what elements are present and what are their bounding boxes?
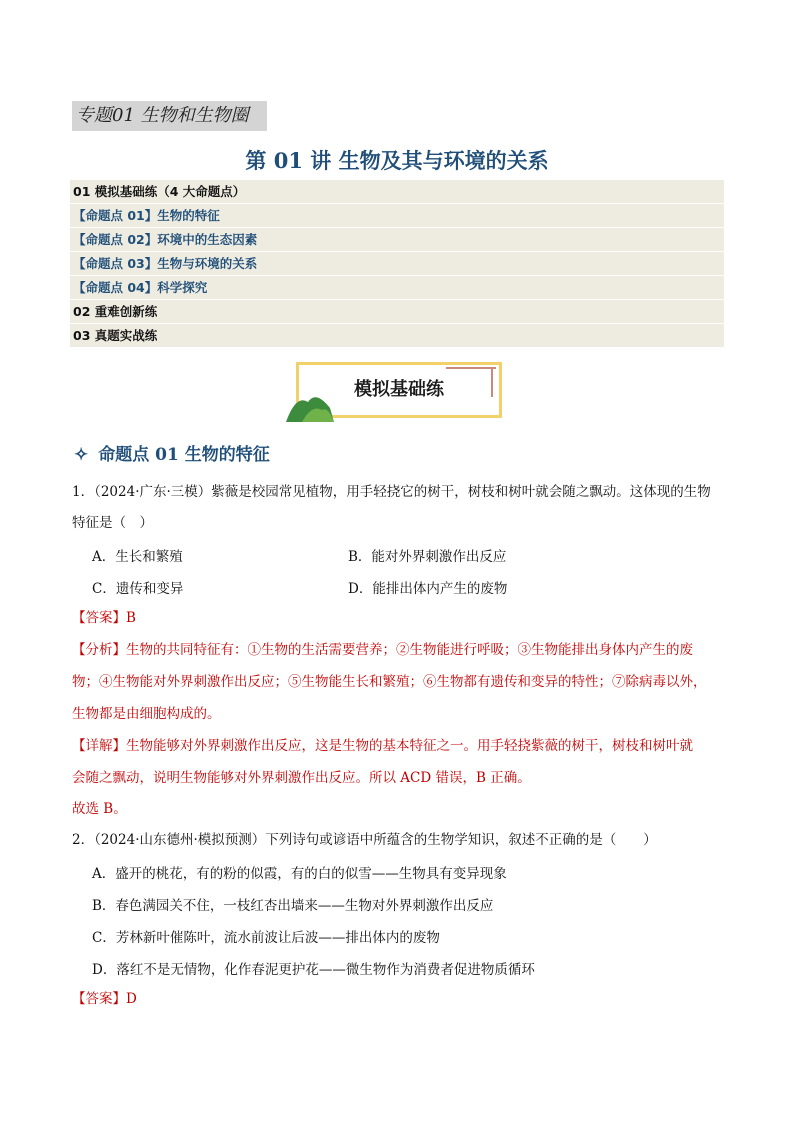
answer-label: 【答案】: [72, 991, 126, 1007]
q1-analysis-line1: [72, 640, 693, 660]
answer-label: 【答案】: [72, 610, 126, 626]
toc-item[interactable]: 03 真题实战练: [70, 324, 724, 347]
sparkle-icon: ✧: [74, 445, 89, 465]
q1-option-a: A．生长和繁殖: [92, 549, 183, 565]
q2-option-b: B．春色满园关不住，一枝红杏出墙来——生物对外界刺激作出反应: [92, 898, 494, 914]
q1-answer: [72, 608, 136, 628]
section-banner: [286, 360, 506, 422]
q1-analysis-line2: 物；④生物能对外界刺激作出反应；⑤生物能生长和繁殖；⑥生物都有遗传和变异的特性；⑦除病毒以外，: [72, 674, 707, 690]
q1-conclusion: 故选 B。: [72, 801, 127, 817]
answer-value: B: [126, 610, 136, 626]
toc-item[interactable]: 02 重难创新练: [70, 300, 724, 323]
section-title: 命题点 01 生物的特征: [98, 445, 270, 465]
topic-label: 专题01 生物和生物圈: [72, 101, 267, 131]
toc-item[interactable]: 【命题点 02】环境中的生态因素: [70, 228, 724, 251]
q1-stem-line2: 特征是（ ）: [72, 515, 153, 531]
q1-analysis-line3: 生物都是由细胞构成的。: [72, 706, 221, 722]
detail-text: 生物能够对外界刺激作出反应，这是生物的基本特征之一。用手轻挠紫薇的树干，树枝和树叶就: [126, 738, 693, 754]
toc-item[interactable]: 【命题点 03】生物与环境的关系: [70, 252, 724, 275]
toc-item[interactable]: 【命题点 01】生物的特征: [70, 204, 724, 227]
banner-label: 模拟基础练: [354, 379, 444, 400]
toc-item[interactable]: 01 模拟基础练（4 大命题点）: [70, 180, 724, 203]
q2-option-a: A．盛开的桃花，有的粉的似霞，有的白的似雪——生物具有变异现象: [92, 866, 507, 882]
q1-option-c: C．遗传和变异: [92, 581, 184, 597]
q2-stem: 2．（2024·山东德州·模拟预测）下列诗句或谚语中所蕴含的生物学知识，叙述不正确的是（ ）: [72, 832, 657, 848]
lecture-title: 第 01 讲 生物及其与环境的关系: [245, 148, 549, 173]
detail-label: 【详解】: [72, 738, 126, 754]
q2-option-d: D．落红不是无情物，化作春泥更护花——微生物作为消费者促进物质循环: [92, 962, 535, 978]
section-heading: [74, 440, 270, 465]
q2-answer: [72, 989, 137, 1009]
q1-detail-line2: 会随之飘动，说明生物能够对外界刺激作出反应。所以 ACD 错误，B 正确。: [72, 770, 531, 786]
analysis-text: 生物的共同特征有：①生物的生活需要营养；②生物能进行呼吸；③生物能排出身体内产生的废: [126, 642, 693, 658]
q1-stem-line1: 1．（2024·广东·三模）紫薇是校园常见植物，用手轻挠它的树干，树枝和树叶就会随之飘动。这体现的生物: [72, 484, 711, 500]
q2-option-c: C．芳林新叶催陈叶，流水前波让后波——排出体内的废物: [92, 930, 440, 946]
table-of-contents: [70, 180, 724, 348]
toc-item[interactable]: 【命题点 04】科学探究: [70, 276, 724, 299]
analysis-label: 【分析】: [72, 642, 126, 658]
banner-decor-line: [446, 367, 496, 369]
answer-value: D: [126, 991, 137, 1007]
q1-option-d: D．能排出体内产生的废物: [348, 581, 508, 597]
q1-option-b: B．能对外界刺激作出反应: [348, 549, 507, 565]
q1-detail-line1: [72, 736, 693, 756]
